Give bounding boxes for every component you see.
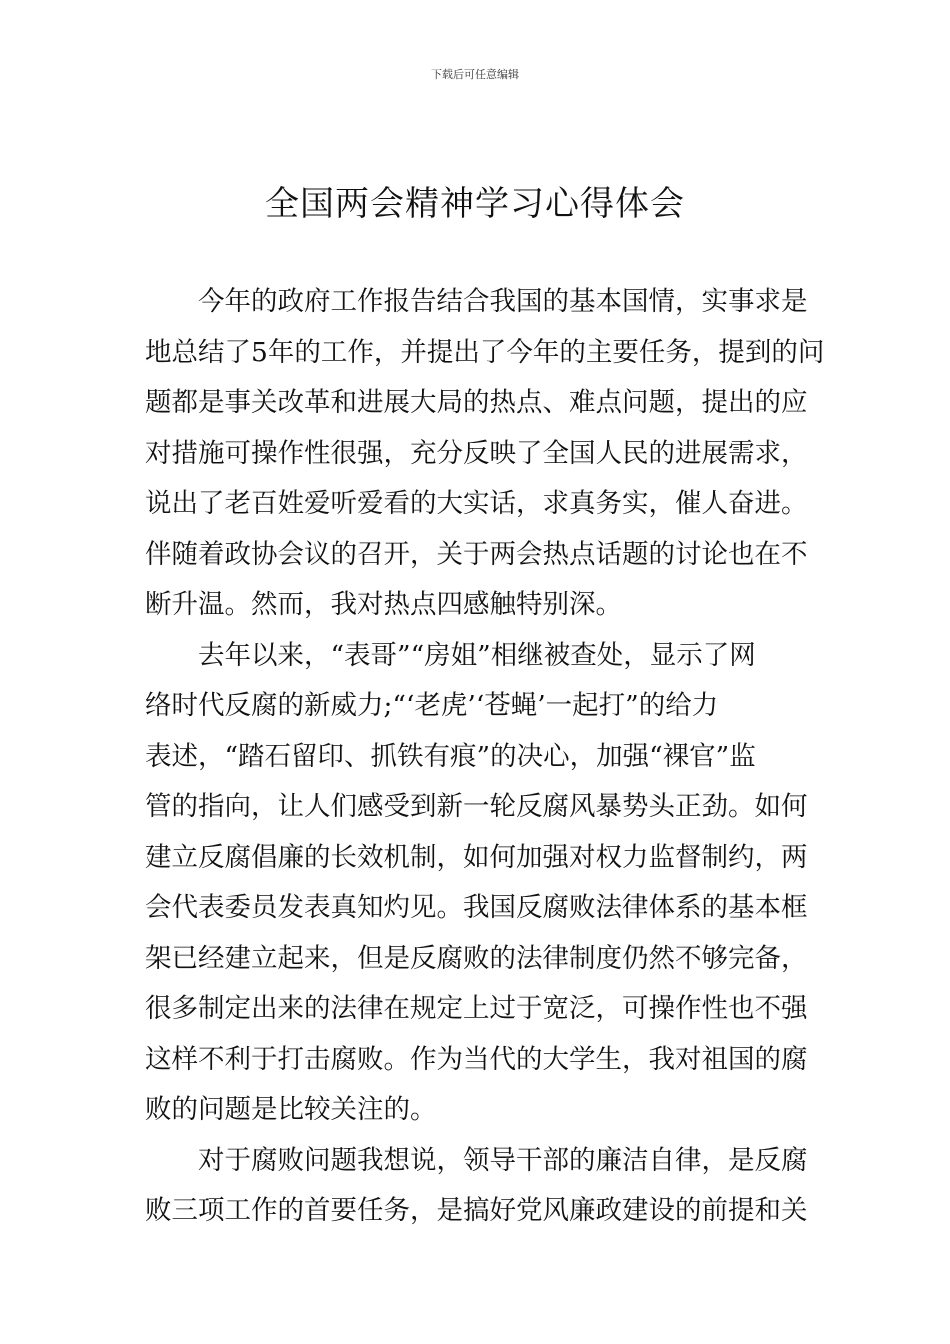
document-body <box>145 277 825 1237</box>
body-line: 说出了老百姓爱听爱看的大实话，求真务实，催人奋进。 <box>145 488 808 519</box>
body-line: 败的问题是比较关注的。 <box>145 1094 437 1125</box>
header-note: 下载后可任意编辑 <box>431 68 519 81</box>
body-line: 会代表委员发表真知灼见。我国反腐败法律体系的基本框 <box>145 892 808 923</box>
body-line: 去年以来，“表哥”“房姐”相继被查处，显示了网 <box>198 639 756 671</box>
body-line: 很多制定出来的法律在规定上过于宽泛，可操作性也不强 <box>145 993 808 1024</box>
body-line: 架已经建立起来，但是反腐败的法律制度仍然不够完备， <box>145 942 808 974</box>
body-line: 建立反腐倡廉的长效机制，如何加强对权力监督制约，两 <box>145 841 808 873</box>
body-line: 败三项工作的首要任务，是搞好党风廉政建设的前提和关 <box>145 1195 808 1226</box>
body-line: 题都是事关改革和进展大局的热点、难点问题，提出的应 <box>145 387 808 418</box>
body-line: 对于腐败问题我想说，领导干部的廉洁自律，是反腐 <box>198 1144 808 1176</box>
body-line: 对措施可操作性很强，充分反映了全国人民的进展需求， <box>145 437 808 469</box>
document-title: 全国两会精神学习心得体会 <box>265 184 685 224</box>
body-line: 管的指向，让人们感受到新一轮反腐风暴势头正劲。如何 <box>145 791 808 822</box>
body-line: 这样不利于打击腐败。作为当代的大学生，我对祖国的腐 <box>145 1043 808 1075</box>
body-line: 络时代反腐的新威力;“‘老虎’‘苍蝇’一起打”的给力 <box>145 690 719 721</box>
body-line: 断升温。然而，我对热点四感触特别深。 <box>145 589 622 620</box>
body-line: 今年的政府工作报告结合我国的基本国情，实事求是 <box>198 286 808 317</box>
body-line: 伴随着政协会议的召开，关于两会热点话题的讨论也在不 <box>145 538 808 570</box>
body-line: 表述，“踏石留印、抓铁有痕”的决心，加强“裸官”监 <box>145 740 756 772</box>
body-line: 地总结了5年的工作，并提出了今年的主要任务，提到的问 <box>145 336 825 368</box>
